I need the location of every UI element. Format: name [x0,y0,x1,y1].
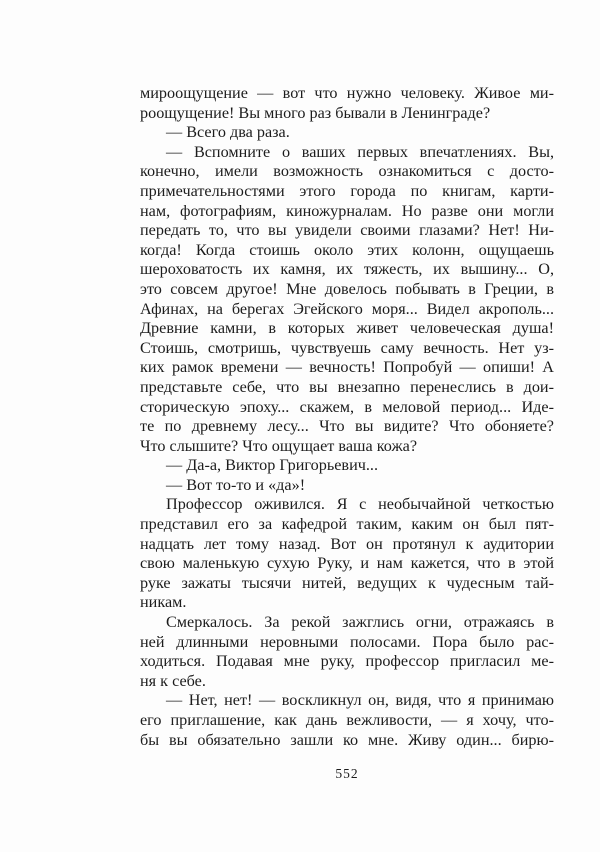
text-line: — Нет, нет! — воскликнул он, видя, что я принимаю [166,691,554,710]
text-line: — Вот то-то и «да»! [166,475,306,494]
text-line: роощущение! Вы много раз бывали в Ленинграде? [140,103,491,122]
page-text-block [140,84,554,750]
paragraph [140,495,554,613]
text-line: — Всего два раза. [166,123,290,142]
text-line: бы вы обязательно зашли ко мне. Живу один... бирю- [140,730,554,749]
text-line: Смеркалось. За рекой зажглись огни, отражаясь в [166,613,554,632]
text-line: нам, фотографиям, киножурналам. Но разве они могли [140,201,554,220]
text-line: это совсем другое! Мне довелось побывать в Греции, в [140,279,554,298]
text-line: надцать лет тому назад. Вот он протянул к аудитории [140,534,554,553]
text-line: ходиться. Подавая мне руку, профессор пригласил ме- [140,652,554,671]
text-line: сторическую эпоху... скажем, в меловой период... Иде- [140,397,554,416]
paragraph [140,456,554,476]
text-line: — Да-а, Виктор Григорьевич... [166,456,379,475]
text-line: руке зажаты тысячи нитей, ведущих к чудесным тай- [140,573,554,592]
text-line: представил его за кафедрой таким, каким он был пят- [140,515,554,534]
text-line: свою маленькую сухую Руку, и нам кажется, что в этой [140,554,554,573]
text-line: когда! Когда стоишь около этих колонн, ощущаешь [140,240,554,259]
text-line: мироощущение — вот что нужно человеку. Живое ми- [140,84,554,102]
text-line: примечательностями этого города по книгам, карти- [140,181,554,200]
paragraph [140,613,554,691]
paragraph [140,476,554,496]
text-line: те по древнему лесу... Что вы видите? Что обоняете? [140,417,554,436]
text-line: конечно, имели возможность ознакомиться с досто- [140,162,554,181]
text-line: ких рамок времени — вечность! Попробуй — опиши! А [140,358,554,377]
text-line: Афинах, на берегах Эгейского моря... Видел акрополь... [140,299,554,318]
text-line: шероховатость их камня, их тяжесть, их вышину... О, [140,260,554,279]
text-line: его приглашение, как дань вежливости, — я хочу, что- [140,711,554,729]
text-line: — Вспомните о ваших первых впечатлениях. Вы, [166,142,554,161]
paragraph [140,123,554,143]
text-line: ня к себе. [140,671,206,690]
text-line: представьте себе, что вы внезапно перенеслись в дои- [140,377,554,396]
text-line: Стоишь, смотришь, чувствуешь саму вечность. Нет уз- [140,338,554,357]
paragraph [140,691,554,750]
text-line: Что слышите? Что ощущает ваша кожа? [140,436,418,455]
text-line: ней длинными неровными полосами. Пора было рас- [140,632,554,651]
text-line: передать то, что вы увидели своими глазами? Нет! Ни- [140,221,554,240]
paragraph [140,143,554,457]
text-line: Древние камни, в которых живет человеческая душа! [140,319,554,338]
paragraph [140,84,554,123]
page-number: 552 [335,766,359,781]
text-line: Профессор оживился. Я с необычайной четкостью [166,495,554,514]
text-line: никам. [140,593,187,612]
